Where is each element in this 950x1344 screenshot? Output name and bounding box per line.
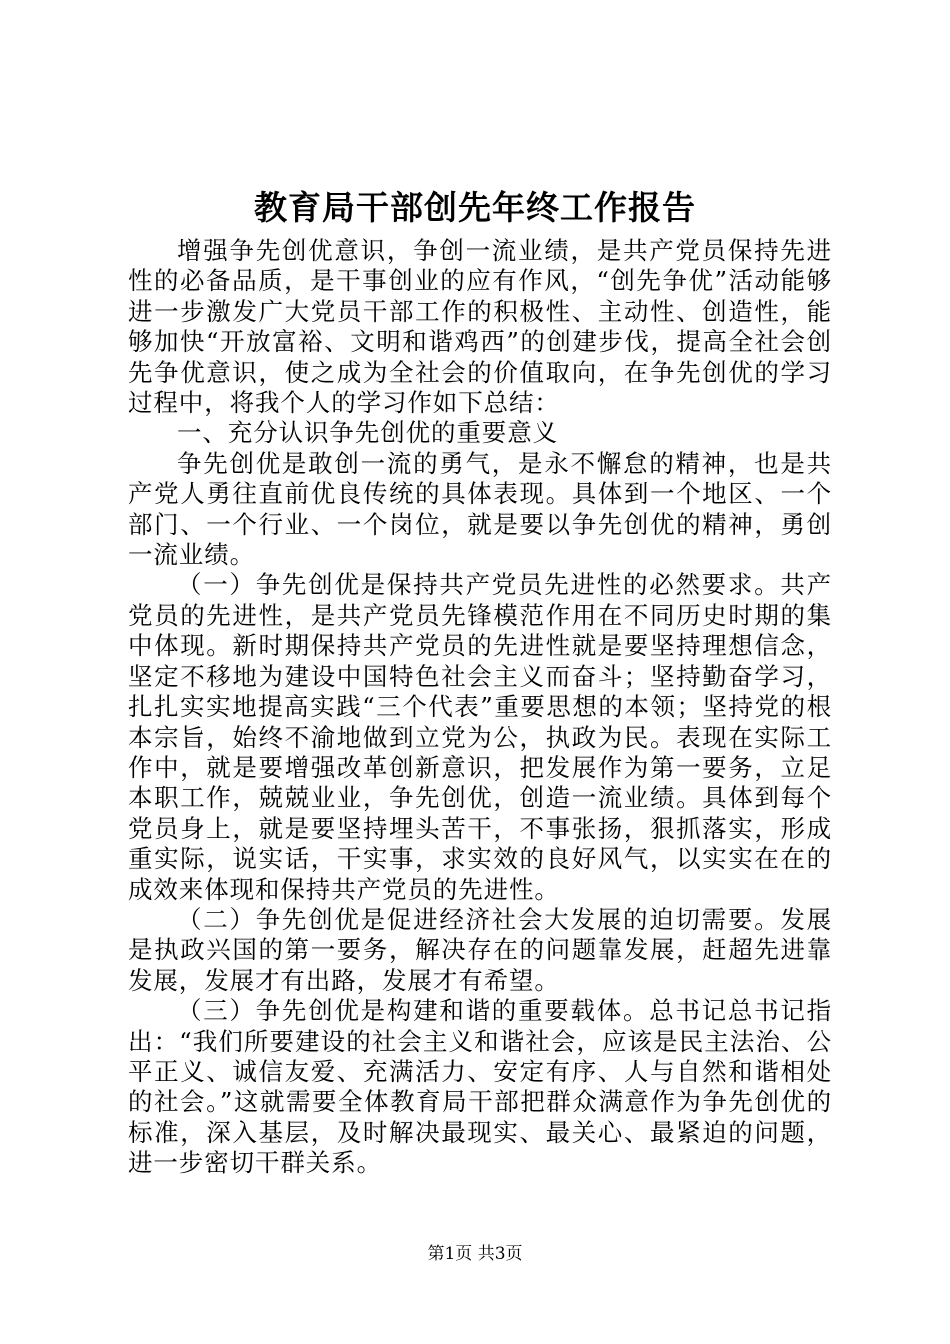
body-paragraph: （一）争先创优是保持共产党员先进性的必然要求。共产党员的先进性，是共产党员先锋模范作用在不同历史时期的集中体现。新时期保持共产党员的先进性就是要坚持理想信念，坚定不移地为建设中国特色社会主义而奋斗；坚持勤奋学习，扎扎实实地提高实践“三个代表”重要思想的本领；坚持党的根本宗旨，始终不渝地做到立党为公，执政为民。表现在实际工作中，就是要增强改革创新意识，把发展作为第一要务，立足本职工作，兢兢业业，争先创优，创造一流业绩。具体到每个党员身上，就是要坚持埋头苦干，不事张扬，狠抓落实，形成重实际，说实话，干实事，求实效的良好风气，以实实在在的成效来体现和保持共产党员的先进性。 [128, 570, 832, 904]
section-heading: 一、充分认识争先创优的重要意义 [177, 418, 558, 448]
document-title: 教育局干部创先年终工作报告 [254, 188, 696, 227]
body-paragraph: 争先创优是敢创一流的勇气，是永不懈怠的精神，也是共产党人勇往直前优良传统的具体表现。具体到一个地区、一个部门、一个行业、一个岗位，就是要以争先创优的精神，勇创一流业绩。 [128, 448, 832, 570]
body-paragraph: （二）争先创优是促进经济社会大发展的迫切需要。发展是执政兴国的第一要务，解决存在的问题靠发展，赶超先进靠发展，发展才有出路，发展才有希望。 [128, 904, 832, 995]
body-paragraph: （三）争先创优是构建和谐的重要载体。总书记总书记指出：“我们所要建设的社会主义和谐社会，应该是民主法治、公平正义、诚信友爱、充满活力、安定有序、人与自然和谐相处的社会。”这就需要全体教育局干部把群众满意作为争先创优的标准，深入基层，及时解决最现实、最关心、最紧迫的问题，进一步密切干群关系。 [128, 996, 832, 1178]
page-number-footer: 第1页 共3页 [427, 1244, 523, 1264]
document-body [128, 236, 832, 1179]
intro-paragraph: 增强争先创优意识，争创一流业绩，是共产党员保持先进性的必备品质，是干事创业的应有作风，“创先争优”活动能够进一步激发广大党员干部工作的积极性、主动性、创造性，能够加快“开放富裕、文明和谐鸡西”的创建步伐，提高全社会创先争优意识，使之成为全社会的价值取向，在争先创优的学习过程中，将我个人的学习作如下总结： [128, 236, 832, 418]
